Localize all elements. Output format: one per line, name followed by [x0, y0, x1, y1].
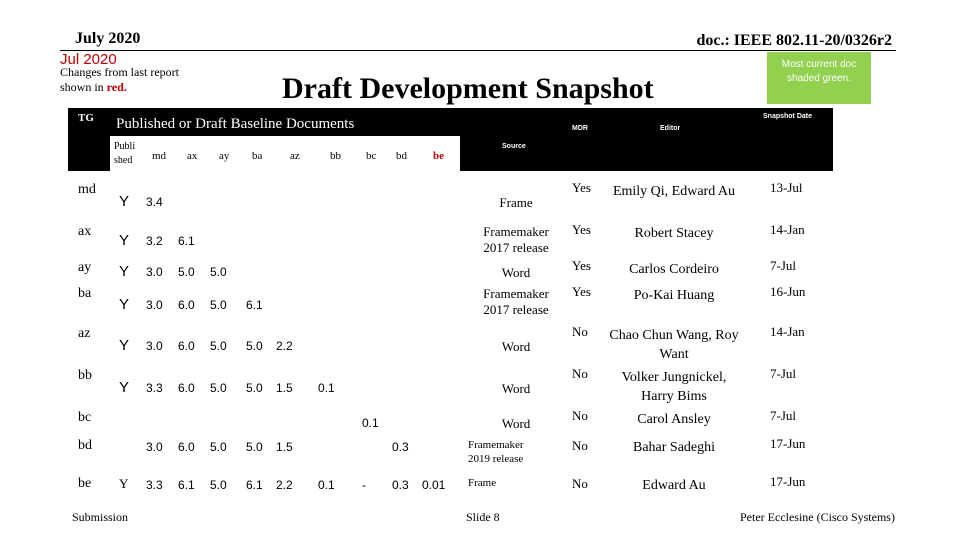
- row-cell-ba: 6.1: [246, 298, 263, 312]
- row-source: Word: [501, 381, 531, 396]
- row-cell-ax: 6.1: [178, 234, 195, 248]
- header-date: July 2020: [75, 30, 141, 47]
- row-editor: Bahar Sadeghi: [632, 440, 716, 455]
- row-cell-ax: 6.0: [178, 339, 195, 353]
- row-cell-ay: 5.0: [210, 339, 227, 353]
- col-header-bb: bb: [330, 150, 341, 162]
- row-cell-md: 3.0: [146, 339, 163, 353]
- row-cell-ax: 6.0: [178, 440, 195, 454]
- row-cell-md: 3.3: [146, 478, 163, 492]
- row-mdr: No: [572, 438, 588, 453]
- row-mdr: No: [572, 366, 588, 381]
- changes-note: [60, 65, 180, 95]
- row-cell-ba: 5.0: [246, 381, 263, 395]
- row-snapshot-date: 7-Jul: [770, 366, 796, 381]
- row-published-flag: Y: [119, 193, 130, 210]
- row-published-flag: Y: [119, 476, 129, 491]
- row-tg-az: az: [78, 326, 91, 341]
- row-mdr: No: [572, 476, 588, 491]
- row-published-flag: Y: [119, 296, 130, 313]
- row-mdr: Yes: [572, 222, 591, 237]
- footer-author: Peter Ecclesine (Cisco Systems): [740, 510, 895, 524]
- row-editor: Volker Jungnickel, Harry Bims: [621, 370, 727, 404]
- row-tg-ax: ax: [78, 224, 92, 239]
- col-header-be: be: [433, 150, 444, 162]
- page-title: Draft Development Snapshot: [282, 72, 654, 105]
- row-mdr: Yes: [572, 258, 591, 273]
- row-published-flag: Y: [119, 232, 130, 249]
- row-snapshot-date: 13-Jul: [770, 180, 803, 195]
- col-header-bd: bd: [396, 150, 407, 162]
- header-jul: Jul 2020: [60, 51, 117, 68]
- source-label: Source: [502, 143, 526, 150]
- row-published-flag: Y: [119, 263, 130, 280]
- row-cell-ay: 5.0: [210, 265, 227, 279]
- editor-label: Editor: [660, 125, 681, 132]
- row-editor: Po-Kai Huang: [633, 288, 715, 303]
- col-header-ba: ba: [252, 150, 263, 162]
- row-cell-ba: 6.1: [246, 478, 263, 492]
- row-snapshot-date: 16-Jun: [770, 284, 806, 299]
- row-source: Word: [501, 339, 531, 354]
- row-cell-ay: 5.0: [210, 478, 227, 492]
- header-doc-id: doc.: IEEE 802.11-20/0326r2: [696, 32, 892, 49]
- col-header-bc: bc: [366, 150, 377, 162]
- row-tg-ay: ay: [78, 260, 92, 275]
- col-published: Publi shed: [114, 141, 136, 166]
- row-source: Framemaker 2017 release: [483, 286, 549, 317]
- row-cell-md: 3.0: [146, 265, 163, 279]
- row-source: Framemaker 2017 release: [483, 224, 549, 255]
- row-mdr: Yes: [572, 180, 591, 195]
- row-cell-az: 2.2: [276, 339, 293, 353]
- row-snapshot-date: 7-Jul: [770, 258, 796, 273]
- row-cell-md: 3.3: [146, 381, 163, 395]
- row-cell-ay: 5.0: [210, 298, 227, 312]
- row-cell-ay: 5.0: [210, 381, 227, 395]
- row-cell-md: 3.2: [146, 234, 163, 248]
- row-cell-ax: 6.1: [178, 478, 195, 492]
- row-cell-bc: -: [362, 478, 366, 492]
- row-source: Framemaker 2019 release: [468, 439, 524, 465]
- row-tg-bc: bc: [78, 410, 92, 425]
- row-snapshot-date: 17-Jun: [770, 474, 806, 489]
- row-cell-bb: 0.1: [318, 381, 335, 395]
- green-note-box: Most current doc shaded green.: [767, 52, 871, 104]
- row-cell-ba: 5.0: [246, 339, 263, 353]
- row-tg-bb: bb: [78, 368, 92, 383]
- footer-slide: Slide 8: [466, 510, 500, 524]
- header-divider: [60, 50, 896, 51]
- row-editor: Carol Ansley: [637, 412, 711, 427]
- row-cell-ax: 5.0: [178, 265, 195, 279]
- row-cell-ay: 5.0: [210, 440, 227, 454]
- col-header-ay: ay: [219, 150, 230, 162]
- row-tg-md: md: [78, 182, 96, 197]
- col-header-ax: ax: [187, 150, 198, 162]
- row-source: Word: [501, 416, 531, 431]
- row-mdr: No: [572, 324, 588, 339]
- row-cell-md: 3.4: [146, 195, 163, 209]
- row-published-flag: Y: [119, 337, 130, 354]
- row-snapshot-date: 7-Jul: [770, 408, 796, 423]
- footer-submission: Submission: [72, 510, 129, 524]
- row-cell-be: 0.01: [422, 478, 446, 492]
- col-header-md: md: [152, 150, 167, 162]
- row-source: Frame: [468, 477, 497, 489]
- row-cell-md: 3.0: [146, 440, 163, 454]
- row-mdr: Yes: [572, 284, 591, 299]
- changes-note-red: red.: [106, 80, 127, 94]
- col-header-az: az: [290, 150, 300, 162]
- row-snapshot-date: 14-Jan: [770, 324, 805, 339]
- row-cell-ax: 6.0: [178, 298, 195, 312]
- row-cell-az: 2.2: [276, 478, 293, 492]
- row-editor: Robert Stacey: [634, 226, 714, 241]
- row-tg-bd: bd: [78, 438, 92, 453]
- changes-note-prefix: Changes from last report shown in: [60, 65, 179, 94]
- row-source: Frame: [499, 195, 533, 210]
- row-editor: Emily Qi, Edward Au: [612, 184, 736, 199]
- published-label: Published or Draft Baseline Documents: [116, 116, 355, 132]
- row-cell-ax: 6.0: [178, 381, 195, 395]
- row-mdr: No: [572, 408, 588, 423]
- row-cell-bd: 0.3: [392, 440, 409, 454]
- row-cell-bd: 0.3: [392, 478, 409, 492]
- mdr-label: MDR: [572, 125, 588, 132]
- row-snapshot-date: 17-Jun: [770, 436, 806, 451]
- row-source: Word: [501, 265, 531, 280]
- row-tg-be: be: [78, 476, 92, 491]
- row-tg-ba: ba: [78, 286, 92, 301]
- row-published-flag: Y: [119, 379, 130, 396]
- tg-label: TG: [78, 112, 94, 124]
- row-editor: Chao Chun Wang, Roy Want: [609, 328, 739, 362]
- snapshot-label: Snapshot Date: [763, 113, 813, 120]
- row-cell-az: 1.5: [276, 381, 293, 395]
- row-editor: Carlos Cordeiro: [629, 262, 719, 277]
- row-cell-bb: 0.1: [318, 478, 335, 492]
- row-cell-md: 3.0: [146, 298, 163, 312]
- row-cell-ba: 5.0: [246, 440, 263, 454]
- row-snapshot-date: 14-Jan: [770, 222, 805, 237]
- row-cell-bc: 0.1: [362, 416, 379, 430]
- row-cell-az: 1.5: [276, 440, 293, 454]
- row-editor: Edward Au: [642, 478, 706, 493]
